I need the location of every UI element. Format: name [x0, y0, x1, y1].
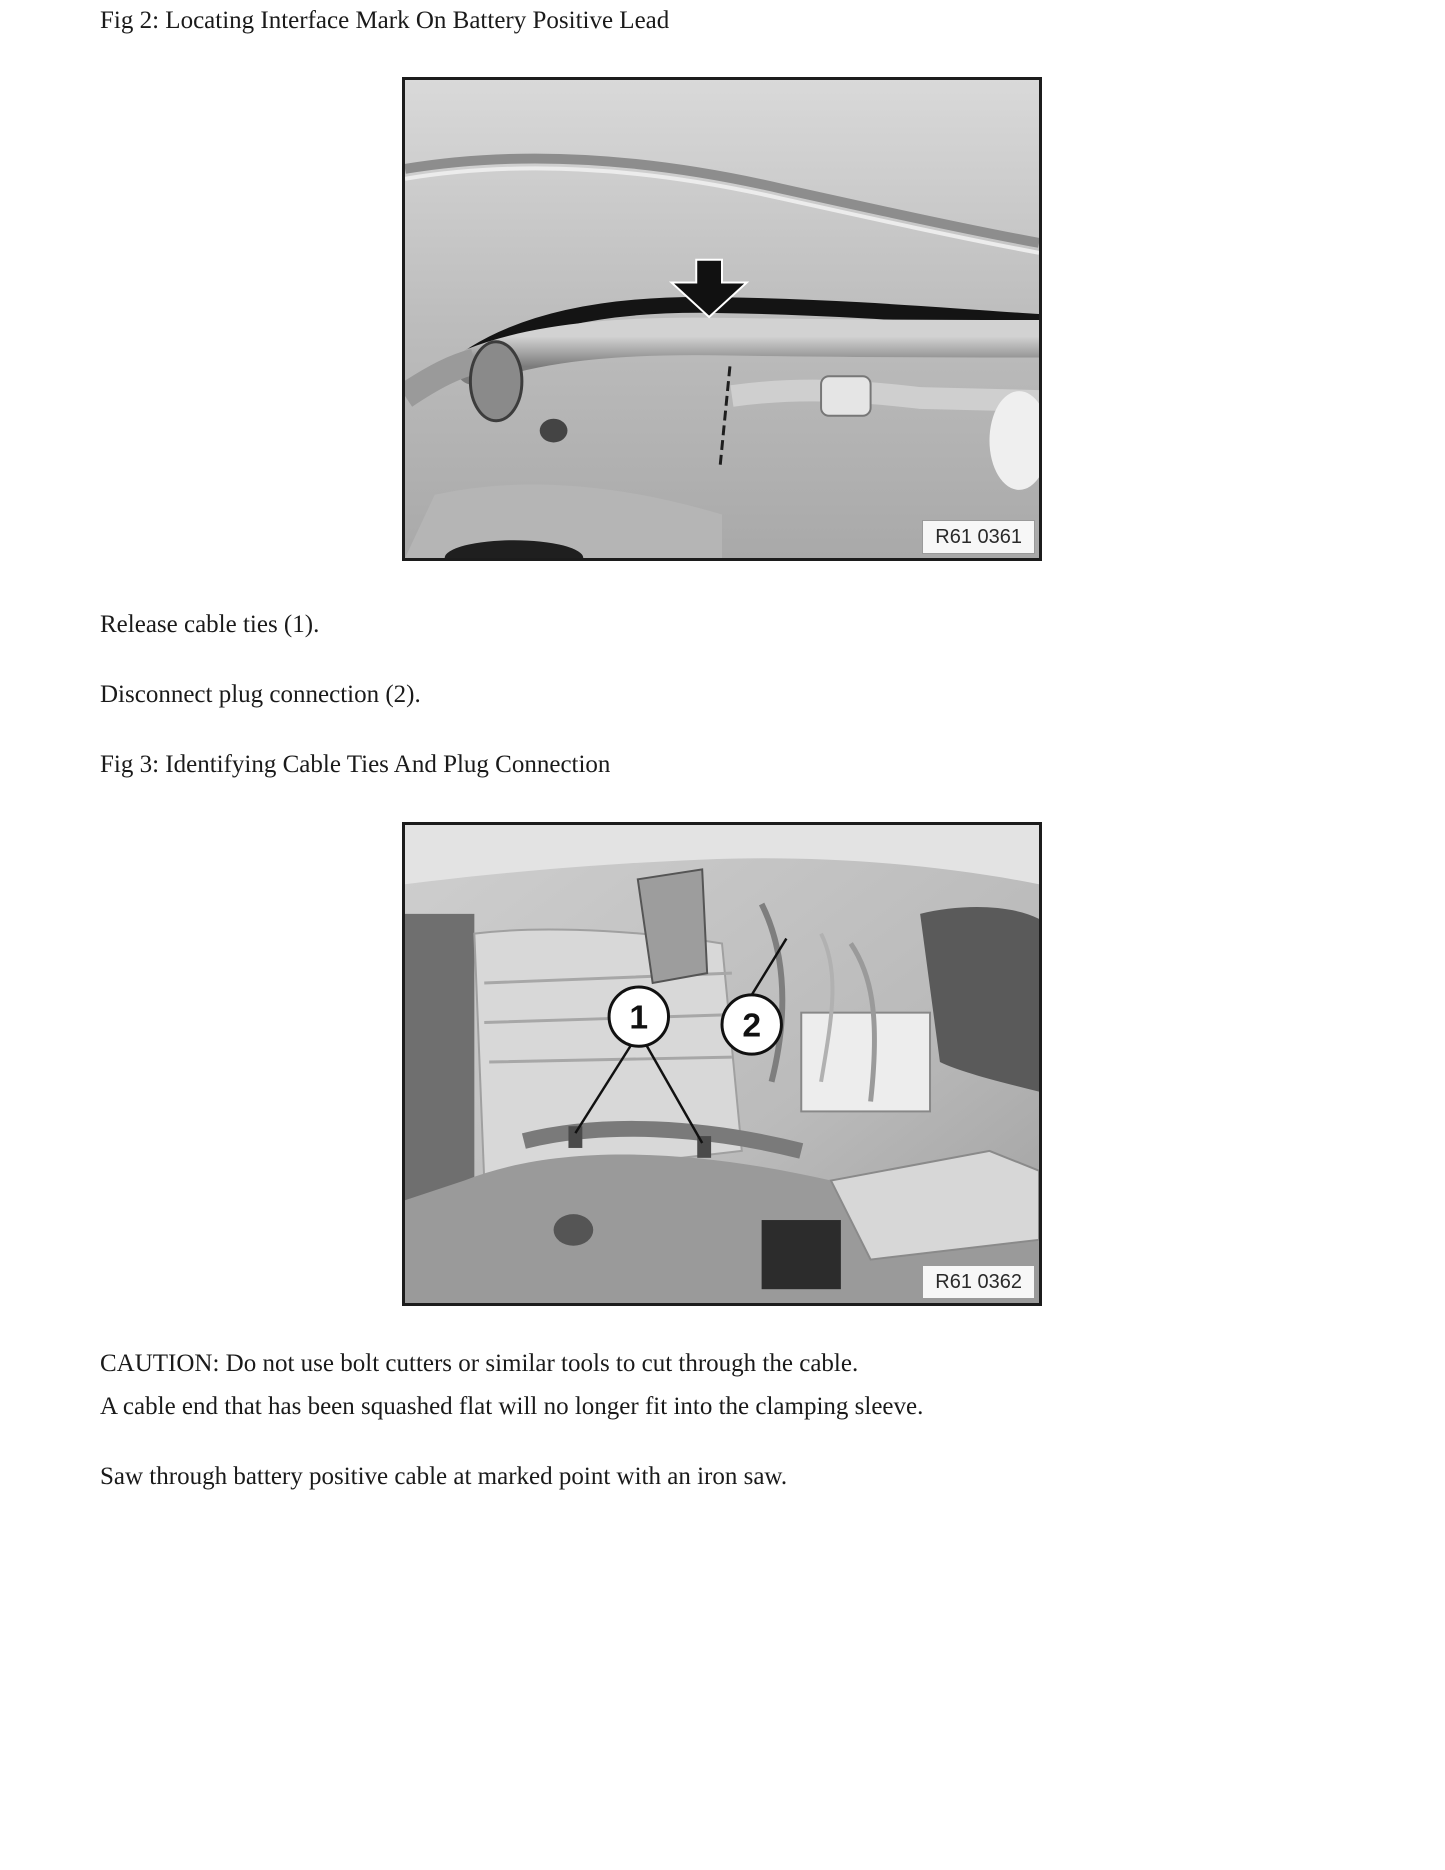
figure-id-label: R61 0361 — [922, 520, 1035, 554]
callout-2-label: 2 — [742, 1007, 762, 1045]
caution-line-2: A cable end that has been squashed flat will no longer fit into the clamping sleeve. — [100, 1393, 924, 1420]
fig2-caption: Fig 2: Locating Interface Mark On Battery Positive Lead — [100, 7, 670, 34]
fig3-photo-cable-ties-plug — [402, 822, 1042, 1306]
callout-1-label: 1 — [629, 999, 649, 1037]
caution-line-1: CAUTION: Do not use bolt cutters or similar tools to cut through the cable. — [100, 1350, 859, 1377]
step-disconnect-plug: Disconnect plug connection (2). — [100, 681, 421, 708]
callout-1-marker — [609, 987, 668, 1046]
figure-id-label: R61 0362 — [922, 1265, 1035, 1299]
instruction-saw-cable: Saw through battery positive cable at marked point with an iron saw. — [100, 1463, 788, 1490]
callout-2-marker — [722, 995, 781, 1054]
fig2-photo-interface-mark — [402, 77, 1042, 561]
fig3-caption: Fig 3: Identifying Cable Ties And Plug Connection — [100, 751, 611, 778]
step-release-cable-ties: Release cable ties (1). — [100, 611, 320, 638]
